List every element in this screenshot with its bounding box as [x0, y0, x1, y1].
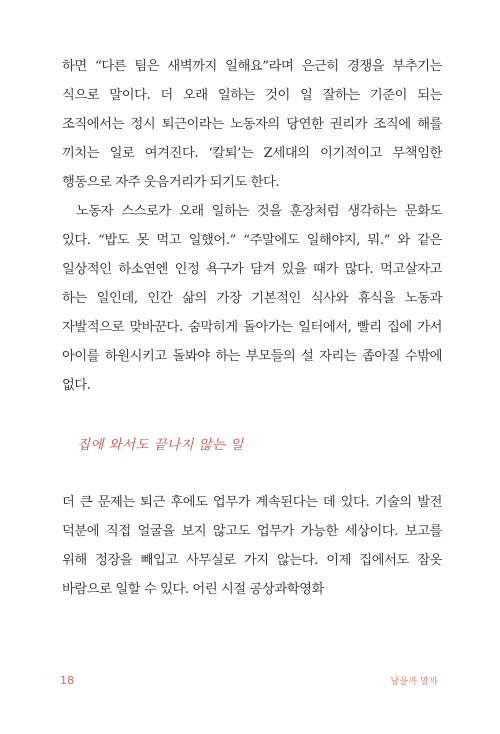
running-title: 남을까 말까 [390, 677, 438, 687]
paragraph-continued: 하면 “다른 팀은 새벽까지 일해요”라며 은근히 경쟁을 부추기는 식으로 말이다. 더 오래 일하는 것이 일 잘하는 기준이 되는 조직에서는 정시 퇴근이라는 노동자의 당연한 권리가 조직에 해를 끼치는 일로 여겨진다. ‘칼퇴’는 Z세대의 이기적이고 무책임한 행동으로 자주 웃음거리가 되기도 한다. [62, 59, 442, 190]
paragraph: 노동자 스스로가 오래 일하는 것을 훈장처럼 생각하는 문화도 있다. “밥도 못 먹고 일했어.” “주말에도 일해야지, 뭐.” 와 같은 일상적인 하소연엔 인정 욕구가 담겨 있을 때가 많다. 먹고살자고 하는 일인데, 인간 삶의 가장 기본적인 식사와 휴식을 노동과 자발적으로 맞바꾼다. 숨막히게 돌아가는 일터에서, 빨리 집에 가서 아이를 하원시키고 돌봐야 하는 부모들의 설 자리는 좁아질 수밖에 없다. [62, 204, 442, 393]
paragraph: 더 큰 문제는 퇴근 후에도 업무가 계속된다는 데 있다. 기술의 발전 덕분에 직접 얼굴을 보지 않고도 업무가 가능한 세상이다. 보고를 위해 정장을 빼입고 사무실로 가지 않는다. 이제 집에서도 잠옷 바람으로 일할 수 있다. 어린 시절 공상과학영화 [62, 495, 442, 597]
body-text-bottom [62, 488, 442, 604]
section-subheading: 집에 와서도 끝나지 않는 일 [77, 437, 244, 453]
page-number: 18 [60, 674, 74, 687]
body-text-top [62, 52, 442, 400]
